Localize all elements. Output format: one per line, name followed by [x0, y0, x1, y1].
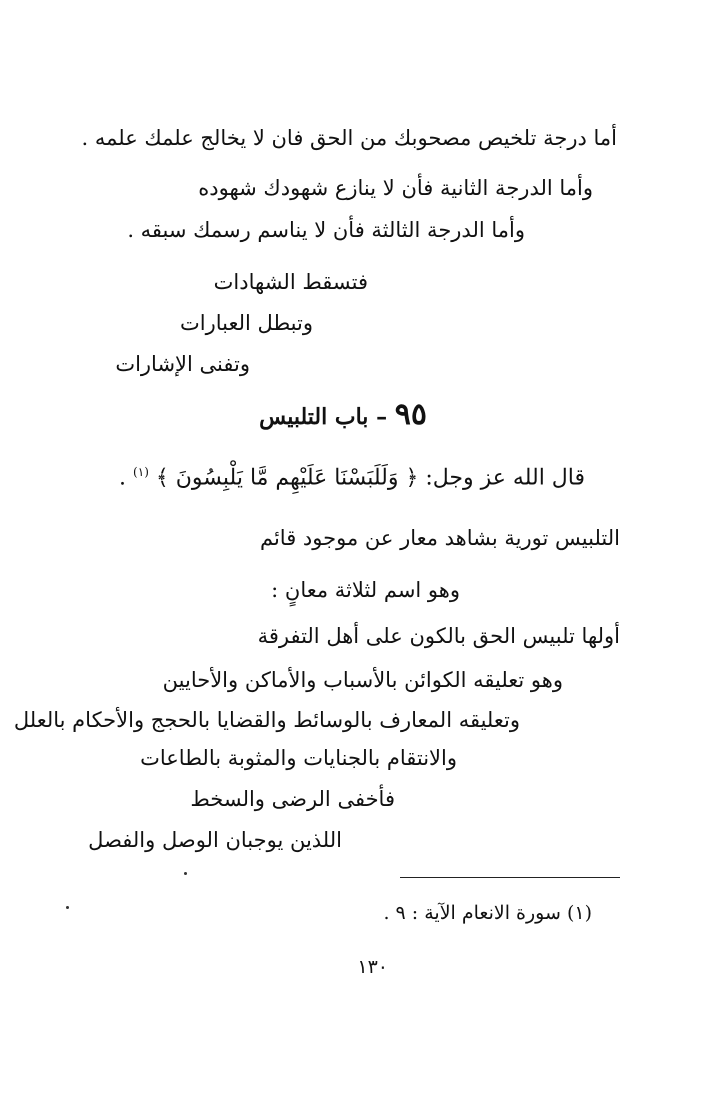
ink-speck: [184, 872, 187, 875]
chapter-title: – باب التلبيس: [259, 404, 388, 430]
quran-quote-line: [119, 466, 585, 489]
ink-speck: [66, 906, 69, 909]
quran-verse: ﴿ وَلَلَبَسْنَا عَلَيْهِم مَّا يَلْبِسُونَ ﴾: [155, 465, 419, 491]
text-line-6: وتفنى الإشارات: [115, 352, 250, 376]
text-line-12: والانتقام بالجنايات والمثوبة بالطاعات: [140, 746, 457, 770]
footnote-separator: [400, 877, 620, 878]
quote-end: .: [119, 465, 127, 491]
text-line-5: وتبطل العبارات: [180, 311, 313, 335]
text-line-11: وتعليقه المعارف بالوسائط والقضايا بالحجج والأحكام بالعلل: [13, 708, 520, 732]
text-line-13: فأخفى الرضى والسخط: [190, 787, 395, 811]
text-line-4: فتسقط الشهادات: [213, 270, 368, 294]
text-line-3: وأما الدرجة الثالثة فأن لا يناسم رسمك سبقه .: [127, 218, 525, 242]
footnote-reference: (١): [133, 465, 149, 479]
text-line-10: وهو تعليقه الكوائن بالأسباب والأماكن والأحايين: [162, 668, 563, 692]
text-line-8: وهو اسم لثلاثة معانٍ :: [271, 578, 460, 602]
quote-intro: قال الله عز وجل:: [425, 465, 585, 491]
page-number: ١٣٠: [357, 956, 388, 978]
chapter-number: ٩٥: [394, 397, 427, 432]
text-line-9: أولها تلبيس الحق بالكون على أهل التفرقة: [257, 624, 620, 648]
text-line-14: اللذين يوجبان الوصل والفصل: [88, 828, 342, 852]
text-line-2: وأما الدرجة الثانية فأن لا ينازع شهودك شهوده: [198, 176, 593, 200]
chapter-heading: [259, 397, 427, 432]
text-line-7: التلبيس تورية بشاهد معار عن موجود قائم: [259, 526, 620, 550]
footnote-text: (١) سورة الانعام الآية : ٩ .: [383, 902, 592, 924]
text-line-1: أما درجة تلخيص مصحوبك من الحق فان لا يخالج علمك علمه .: [81, 126, 617, 150]
